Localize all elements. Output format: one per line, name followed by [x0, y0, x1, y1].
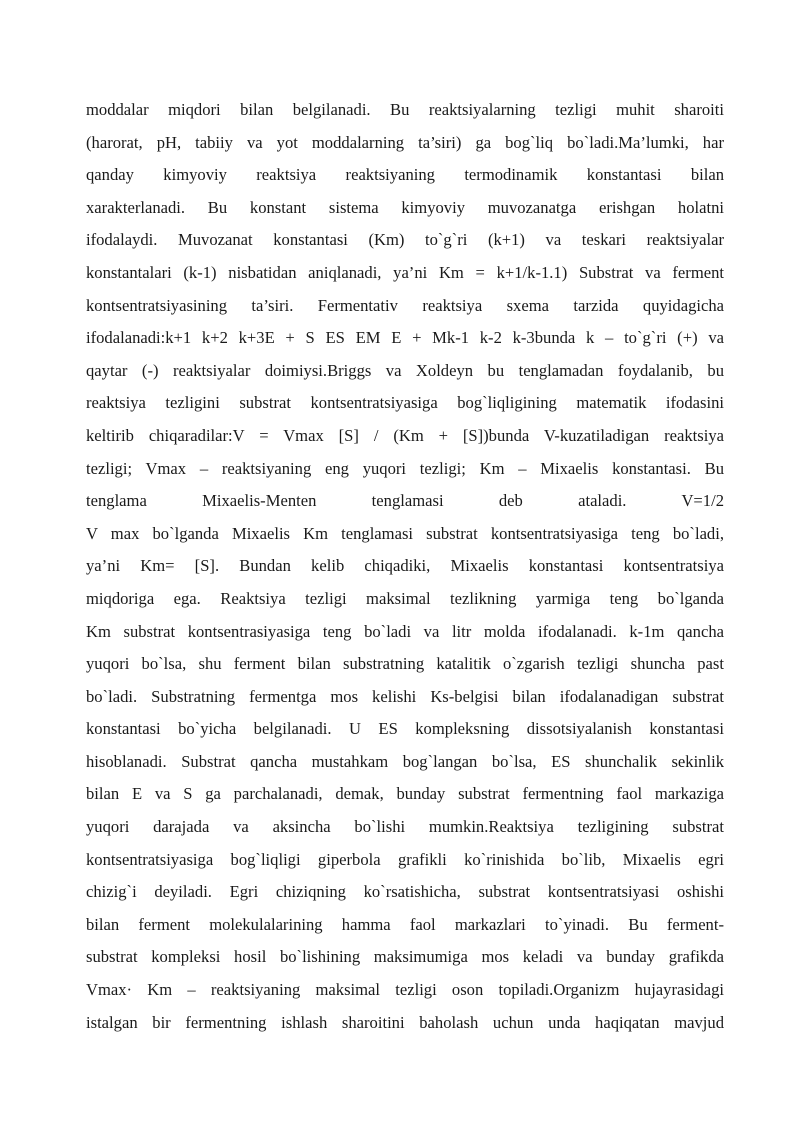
text-line: bilan E va S ga parchalanadi, demak, bunday substrat fermentning faol markaziga — [86, 784, 724, 804]
text-line: tenglama Mixaelis-Menten tenglamasi deb ataladi. V=1/2 — [86, 491, 724, 511]
text-line: qaytar (-) reaktsiyalar doimiysi.Briggs va Xoldeyn bu tenglamadan foydalanib, bu — [86, 360, 724, 380]
text-line: Km substrat kontsentrasiyasiga teng bo`ladi va litr molda ifodalanadi. k-1m qancha — [86, 621, 724, 641]
body-text — [86, 94, 724, 1039]
text-line: bo`ladi. Substratning fermentga mos kelishi Ks-belgisi bilan ifodalanadigan substrat — [86, 686, 724, 706]
text-line: konstantasi bo`yicha belgilanadi. U ES kompleksning dissotsiyalanish konstantasi — [86, 719, 724, 739]
text-line: moddalar miqdori bilan belgilanadi. Bu reaktsiyalarning tezligi muhit sharoiti — [86, 100, 724, 119]
text-line: hisoblanadi. Substrat qancha mustahkam bog`langan bo`lsa, ES shunchalik sekinlik — [86, 751, 724, 771]
text-line: Vmax· Km – reaktsiyaning maksimal tezligi oson topiladi.Organizm hujayrasidagi — [86, 980, 724, 1000]
text-line: V max bo`lganda Mixaelis Km tenglamasi substrat kontsentratsiyasiga teng bo`ladi, — [86, 523, 724, 543]
text-line: keltirib chiqaradilar:V = Vmax [S] / (Km + [S])bunda V-kuzatiladigan reaktsiya — [86, 425, 724, 445]
text-line: bilan ferment molekulalarining hamma faol markazlari to`yinadi. Bu ferment- — [86, 914, 724, 934]
text-line: yuqori bo`lsa, shu ferment bilan substratning katalitik o`zgarish tezligi shuncha past — [86, 654, 724, 674]
text-line: yuqori darajada va aksincha bo`lishi mumkin.Reaktsiya tezligining substrat — [86, 817, 724, 837]
text-line: substrat kompleksi hosil bo`lishining maksimumiga mos keladi va bunday grafikda — [86, 947, 724, 967]
text-line: kontsentratsiyasining ta’siri. Fermentativ reaktsiya sxema tarzida quyidagicha — [86, 295, 724, 315]
text-line: ya’ni Km= [S]. Bundan kelib chiqadiki, Mixaelis konstantasi kontsentratsiya — [86, 556, 724, 576]
text-line: (harorat, pH, tabiiy va yot moddalarning ta’siri) ga bog`liq bo`ladi.Ma’lumki, har — [86, 132, 724, 152]
text-line: ifodalaydi. Muvozanat konstantasi (Km) to`g`ri (k+1) va teskari reaktsiyalar — [86, 230, 724, 250]
text-line: kontsentratsiyasiga bog`liqligi giperbola grafikli ko`rinishida bo`lib, Mixaelis egri — [86, 849, 724, 869]
text-line: chizig`i deyiladi. Egri chiziqning ko`rsatishicha, substrat kontsentratsiyasi oshishi — [86, 882, 724, 902]
text-line: reaktsiya tezligini substrat kontsentratsiyasiga bog`liqligining matematik ifodasini — [86, 393, 724, 413]
text-line: istalgan bir fermentning ishlash sharoitini baholash uchun unda haqiqatan mavjud — [86, 1012, 724, 1032]
text-line: qanday kimyoviy reaktsiya reaktsiyaning termodinamik konstantasi bilan — [86, 165, 724, 185]
text-line: tezligi; Vmax – reaktsiyaning eng yuqori tezligi; Km – Mixaelis konstantasi. Bu — [86, 458, 724, 478]
text-line: miqdoriga ega. Reaktsiya tezligi maksimal tezlikning yarmiga teng bo`lganda — [86, 588, 724, 608]
text-line: xarakterlanadi. Bu konstant sistema kimyoviy muvozanatga erishgan holatni — [86, 197, 724, 217]
text-line: ifodalanadi:k+1 k+2 k+3E + S ES EM E + Mk-1 k-2 k-3bunda k – to`g`ri (+) va — [86, 328, 724, 348]
text-line: konstantalari (k-1) nisbatidan aniqlanadi, ya’ni Km = k+1/k-1.1) Substrat va ferment — [86, 262, 724, 282]
